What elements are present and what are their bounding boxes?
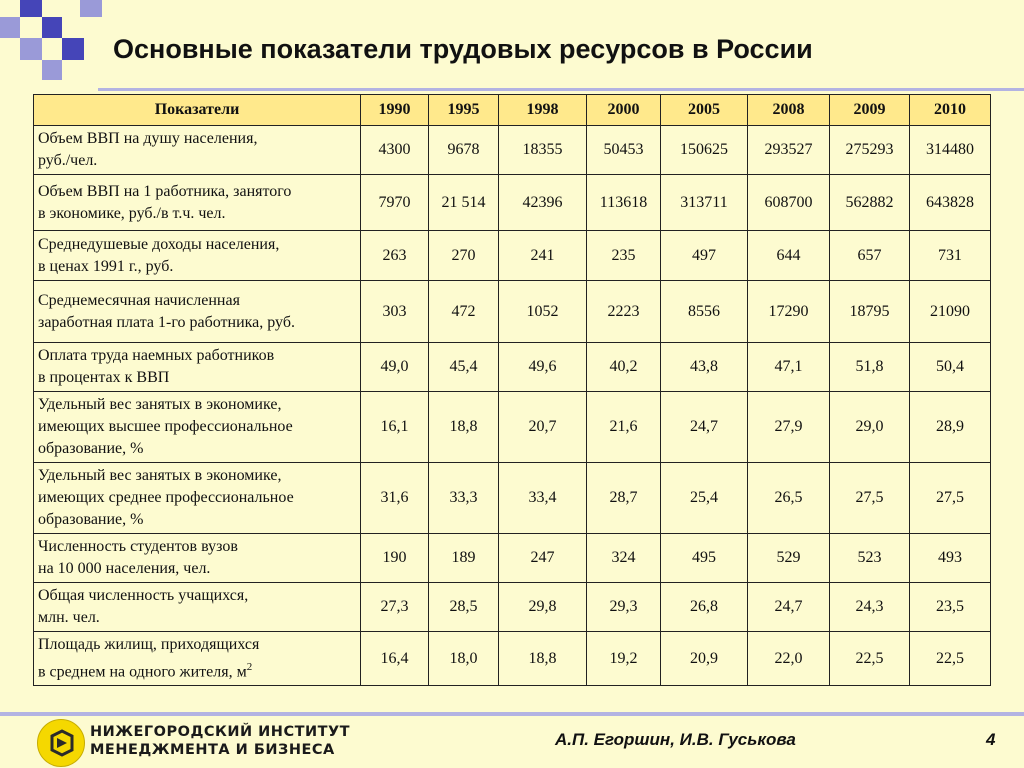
indicator-label — [34, 463, 361, 534]
institute-logo-icon — [37, 719, 85, 767]
table-cell-value: 26,5 — [748, 463, 830, 534]
header-year: 2005 — [661, 95, 748, 126]
table-cell-value: 18,8 — [499, 632, 587, 686]
indicators-table-container — [33, 94, 991, 686]
indicator-label-line: образование, % — [38, 440, 144, 457]
table-cell-value: 29,8 — [499, 583, 587, 632]
table-row — [34, 343, 991, 392]
table-row — [34, 632, 991, 686]
indicator-label-line: в среднем на одного жителя, м — [38, 663, 247, 681]
table-cell-value: 113618 — [587, 175, 661, 231]
indicator-label — [34, 175, 361, 231]
table-cell-value: 49,6 — [499, 343, 587, 392]
table-cell-value: 24,7 — [661, 392, 748, 463]
indicator-label-line: имеющих среднее профессиональное — [38, 489, 294, 506]
table-cell-value: 18795 — [830, 281, 910, 343]
table-cell-value: 22,5 — [910, 632, 991, 686]
table-cell-value: 26,8 — [661, 583, 748, 632]
indicator-label — [34, 126, 361, 175]
table-cell-value: 313711 — [661, 175, 748, 231]
table-cell-value: 7970 — [361, 175, 429, 231]
authors: А.П. Егоршин, И.В. Гуськова — [555, 730, 796, 749]
table-cell-value: 324 — [587, 534, 661, 583]
table-cell-value: 22,0 — [748, 632, 830, 686]
table-cell-value: 529 — [748, 534, 830, 583]
header-year: 1995 — [429, 95, 499, 126]
table-cell-value: 643828 — [910, 175, 991, 231]
table-cell-value: 21 514 — [429, 175, 499, 231]
table-row — [34, 126, 991, 175]
indicator-label-line: Удельный вес занятых в экономике, — [38, 467, 282, 484]
table-cell-value: 47,1 — [748, 343, 830, 392]
table-cell-value: 235 — [587, 231, 661, 281]
header-year: 1998 — [499, 95, 587, 126]
indicator-label-line: Удельный вес занятых в экономике, — [38, 396, 282, 413]
table-cell-value: 270 — [429, 231, 499, 281]
table-row — [34, 175, 991, 231]
table-cell-value: 16,4 — [361, 632, 429, 686]
table-cell-value: 8556 — [661, 281, 748, 343]
indicator-label-line: в экономике, руб./в т.ч. чел. — [38, 204, 226, 222]
table-cell-value: 29,3 — [587, 583, 661, 632]
header-year: 2009 — [830, 95, 910, 126]
table-cell-value: 644 — [748, 231, 830, 281]
indicator-label-line: Среднедушевые доходы населения, — [38, 235, 280, 253]
table-cell-value: 28,9 — [910, 392, 991, 463]
table-cell-value: 497 — [661, 231, 748, 281]
indicator-label — [34, 392, 361, 463]
table-cell-value: 40,2 — [587, 343, 661, 392]
table-cell-value: 21090 — [910, 281, 991, 343]
table-cell-value: 17290 — [748, 281, 830, 343]
table-cell-value: 24,7 — [748, 583, 830, 632]
unit-superscript: 2 — [246, 661, 253, 673]
institute-name — [90, 723, 350, 759]
header-year: 2008 — [748, 95, 830, 126]
institute-name-line2: МЕНЕДЖМЕНТА И БИЗНЕСА — [90, 742, 335, 758]
table-cell-value: 4300 — [361, 126, 429, 175]
indicator-label-line: на 10 000 населения, чел. — [38, 560, 211, 577]
indicator-label-line: в процентах к ВВП — [38, 369, 170, 386]
table-cell-value: 523 — [830, 534, 910, 583]
table-cell-value: 608700 — [748, 175, 830, 231]
table-cell-value: 9678 — [429, 126, 499, 175]
table-cell-value: 275293 — [830, 126, 910, 175]
table-cell-value: 21,6 — [587, 392, 661, 463]
table-cell-value: 18,0 — [429, 632, 499, 686]
indicator-label — [34, 343, 361, 392]
table-cell-value: 2223 — [587, 281, 661, 343]
table-cell-value: 33,4 — [499, 463, 587, 534]
header-indicators: Показатели — [34, 95, 361, 126]
table-cell-value: 27,5 — [830, 463, 910, 534]
table-cell-value: 27,5 — [910, 463, 991, 534]
table-cell-value: 657 — [830, 231, 910, 281]
table-cell-value: 29,0 — [830, 392, 910, 463]
table-body — [34, 126, 991, 686]
header-year: 2010 — [910, 95, 991, 126]
table-cell-value: 20,9 — [661, 632, 748, 686]
table-cell-value: 189 — [429, 534, 499, 583]
table-cell-value: 23,5 — [910, 583, 991, 632]
indicator-label — [34, 632, 361, 686]
indicator-label-line: руб./чел. — [38, 152, 98, 169]
table-cell-value: 293527 — [748, 126, 830, 175]
indicator-label — [34, 583, 361, 632]
indicators-table — [33, 94, 991, 686]
table-row — [34, 392, 991, 463]
table-cell-value: 25,4 — [661, 463, 748, 534]
institute-name-line1: НИЖЕГОРОДСКИЙ ИНСТИТУТ — [90, 724, 351, 740]
table-cell-value: 190 — [361, 534, 429, 583]
table-header-row — [34, 95, 991, 126]
table-cell-value: 45,4 — [429, 343, 499, 392]
header-year: 2000 — [587, 95, 661, 126]
table-cell-value: 150625 — [661, 126, 748, 175]
table-cell-value: 50,4 — [910, 343, 991, 392]
table-cell-value: 28,5 — [429, 583, 499, 632]
table-row — [34, 534, 991, 583]
indicator-label-line: Оплата труда наемных работников — [38, 347, 275, 364]
table-cell-value: 28,7 — [587, 463, 661, 534]
indicator-label — [34, 534, 361, 583]
table-cell-value: 31,6 — [361, 463, 429, 534]
indicator-label-line: Среднемесячная начисленная — [38, 291, 240, 309]
indicator-label-line: заработная плата 1-го работника, руб. — [38, 313, 295, 331]
table-row — [34, 281, 991, 343]
indicator-label-line: образование, % — [38, 511, 144, 528]
table-cell-value: 247 — [499, 534, 587, 583]
table-cell-value: 27,3 — [361, 583, 429, 632]
indicator-label-line: млн. чел. — [38, 609, 100, 626]
table-cell-value: 27,9 — [748, 392, 830, 463]
table-cell-value: 20,7 — [499, 392, 587, 463]
footer-divider — [0, 712, 1024, 716]
table-cell-value: 493 — [910, 534, 991, 583]
table-cell-value: 51,8 — [830, 343, 910, 392]
table-row — [34, 231, 991, 281]
table-cell-value: 314480 — [910, 126, 991, 175]
indicator-label-line: в ценах 1991 г., руб. — [38, 257, 174, 275]
table-row — [34, 463, 991, 534]
table-cell-value: 1052 — [499, 281, 587, 343]
indicator-label-line: Численность студентов вузов — [38, 538, 238, 555]
indicator-label-line: Объем ВВП на душу населения, — [38, 130, 258, 147]
indicator-label-line: имеющих высшее профессиональное — [38, 418, 293, 435]
table-row — [34, 583, 991, 632]
table-cell-value: 33,3 — [429, 463, 499, 534]
table-cell-value: 303 — [361, 281, 429, 343]
table-cell-value: 731 — [910, 231, 991, 281]
table-cell-value: 43,8 — [661, 343, 748, 392]
indicator-label-line: Площадь жилищ, приходящихся — [38, 636, 260, 653]
table-cell-value: 562882 — [830, 175, 910, 231]
table-cell-value: 472 — [429, 281, 499, 343]
table-cell-value: 24,3 — [830, 583, 910, 632]
title-divider — [98, 88, 1024, 91]
table-cell-value: 16,1 — [361, 392, 429, 463]
indicator-label — [34, 281, 361, 343]
table-cell-value: 42396 — [499, 175, 587, 231]
indicator-label — [34, 231, 361, 281]
page-number: 4 — [986, 730, 996, 749]
table-cell-value: 263 — [361, 231, 429, 281]
table-cell-value: 50453 — [587, 126, 661, 175]
table-cell-value: 495 — [661, 534, 748, 583]
table-cell-value: 241 — [499, 231, 587, 281]
header-year: 1990 — [361, 95, 429, 126]
table-cell-value: 18355 — [499, 126, 587, 175]
table-cell-value: 19,2 — [587, 632, 661, 686]
table-cell-value: 22,5 — [830, 632, 910, 686]
table-cell-value: 18,8 — [429, 392, 499, 463]
indicator-label-line: Объем ВВП на 1 работника, занятого — [38, 182, 292, 200]
indicator-label-line: Общая численность учащихся, — [38, 587, 249, 604]
slide-title: Основные показатели трудовых ресурсов в России — [113, 34, 813, 64]
table-cell-value: 49,0 — [361, 343, 429, 392]
